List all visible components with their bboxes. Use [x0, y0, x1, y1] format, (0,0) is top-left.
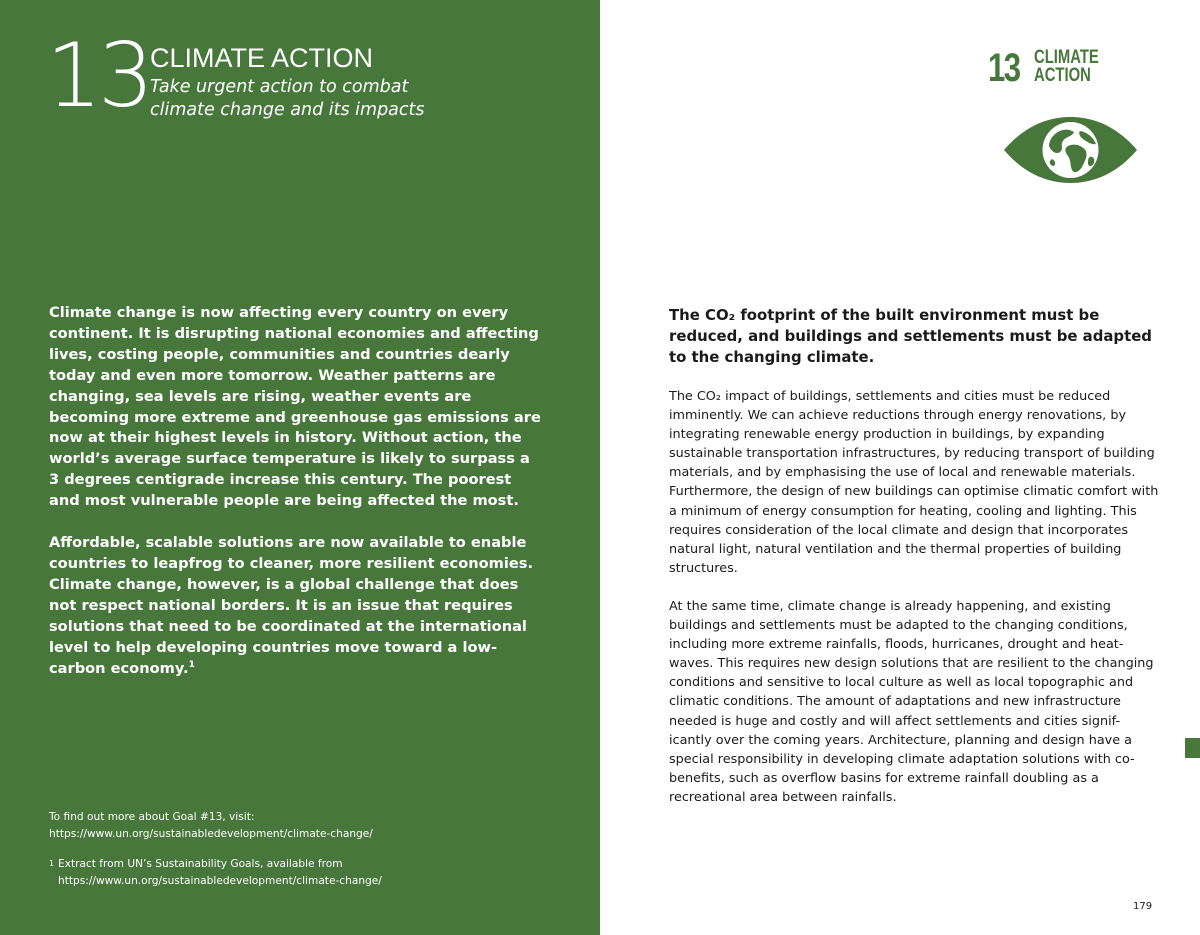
logo-text: CLIMATE ACTION: [1034, 47, 1099, 86]
left-paragraph-2-text: Affordable, scalable solutions are now available to enable countries to leapfrog to cleaner, more resilient economies. Climate change, however, is a global challenge that does not respect national borders. It is an issue that requires solutions that need to be coordinated at the international level to help developing countries move toward a low-carbon economy.: [49, 534, 533, 677]
left-paragraph-2: [49, 533, 541, 679]
more-info: [49, 809, 569, 842]
footnote-text: Extract from UN’s Sustainability Goals, available from: [58, 858, 343, 870]
footnote-reference: 1: [188, 659, 195, 670]
footnote-mark: 1: [49, 859, 55, 868]
right-heading: The CO₂ footprint of the built environment must be reduced, and buildings and settlements must be adapted to the changing climate.: [669, 306, 1152, 366]
goal-title: CLIMATE ACTION: [150, 43, 374, 73]
goal-number: 13: [46, 24, 150, 127]
footnote-link[interactable]: https://www.un.org/sustainabledevelopment/climate-change/: [58, 874, 382, 887]
right-paragraph-1: The CO₂ impact of buildings, settlements and cities must be reduced imminently. We can achieve reductions through energy renovations, by integrating renewable energy production in buildings, by expanding sustainable transportation infrastructures, by reducing transport of building materials, and by emphasising the use of local and renewable materials. Furthermore, the design of new buildings can optimise climatic comfort with a minimum of energy consumption for heating, cooling and lighting. This requires consideration of the local climate and design that incorporates natural light, natural ventilation and the thermal properties of building structures.: [669, 389, 1159, 576]
right-paragraph-2: At the same time, climate change is already happening, and existing buildings and settlements must be adapted to the changing conditions, including more extreme rainfalls, floods, hurricanes, drought and heat-waves. This requires new design solutions that are resilient to the changing conditions and sensitive to local culture as well as local topographic and climatic conditions. The amount of adaptations and new infrastructure needed is huge and costly and will affect settlements and cities signif-icantly over the coming years. Architecture, planning and design have a special responsibility in developing climate adaptation solutions with co-benefits, such as overflow basins for extreme rainfall doubling as a recreational area between rainfalls.: [669, 598, 1154, 805]
sdg-13-logo: [985, 46, 1145, 191]
footnote: [49, 856, 569, 889]
goal-subtitle: Take urgent action to combat climate change and its impacts: [150, 77, 425, 120]
earth-eye-icon: [1002, 115, 1139, 185]
page-number: 179: [1133, 901, 1153, 912]
logo-number: 13: [988, 46, 1020, 90]
right-body-text: [669, 387, 1159, 826]
more-info-link[interactable]: https://www.un.org/sustainabledevelopment/climate-change/: [49, 827, 373, 840]
left-body-text: [49, 303, 541, 700]
more-info-label: To find out more about Goal #13, visit:: [49, 811, 255, 823]
chapter-edge-tab: [1185, 738, 1200, 758]
left-paragraph-1: Climate change is now affecting every country on every continent. It is disrupting national economies and affecting lives, costing people, communities and countries dearly today and even more tomorrow. Weather patterns are changing, sea levels are rising, weather events are becoming more extreme and greenhouse gas emissions are now at their highest levels in history. Without action, the world’s average surface temperature is likely to surpass a 3 degrees centigrade increase this century. The poorest and most vulnerable people are being affected the most.: [49, 304, 541, 510]
